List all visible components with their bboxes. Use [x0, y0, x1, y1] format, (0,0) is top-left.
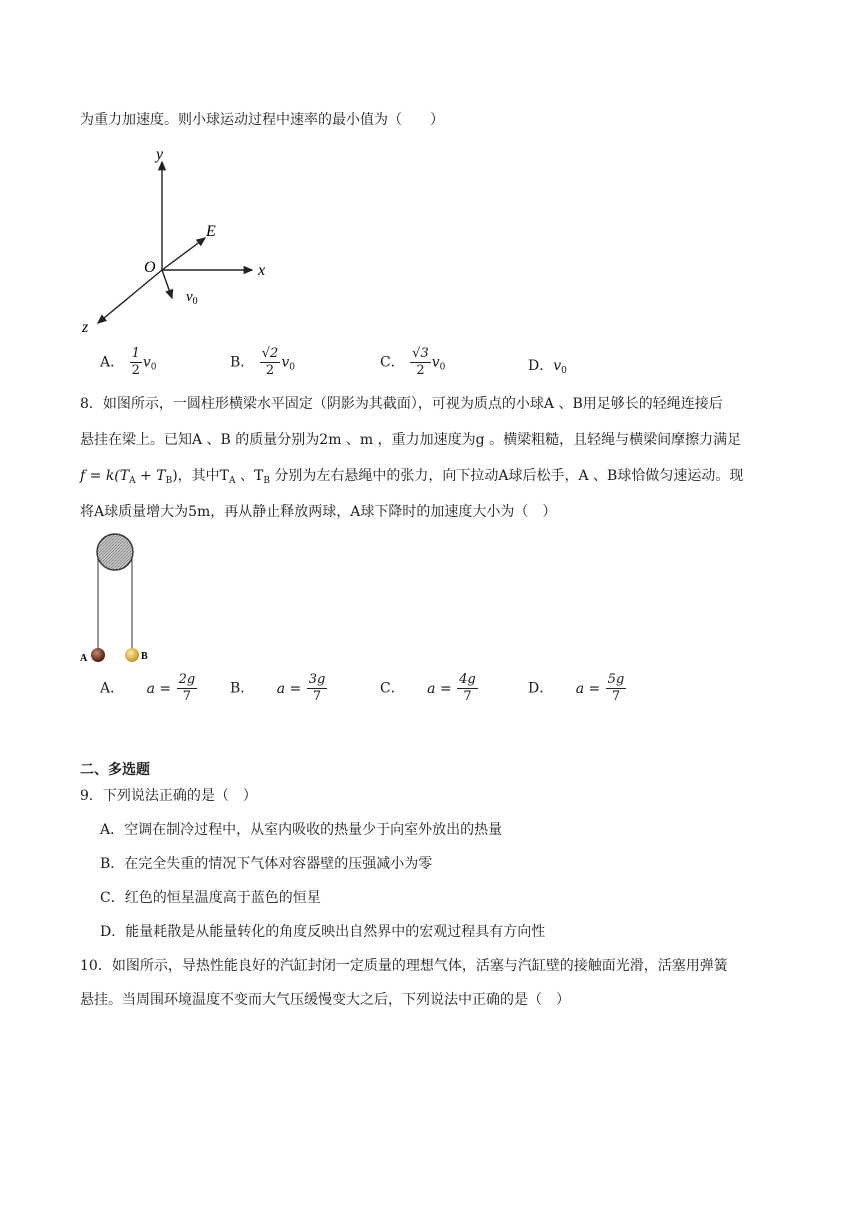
cylinder-beam [97, 534, 133, 570]
q8-option-d[interactable]: D． a = $\frac{5g}{7}$ [528, 672, 625, 704]
q7-option-c[interactable]: C． $\frac{√3}{2}$ $v_0$ [380, 346, 446, 378]
fraction: $\frac{√3}{2}$ [412, 346, 429, 378]
q7-stem-tail: 为重力加速度。则小球运动过程中速率的最小值为（ ） [80, 112, 444, 128]
x-axis-label: x [258, 262, 266, 279]
z-axis [98, 270, 162, 323]
ball-a [91, 648, 105, 662]
field-e-label: E [206, 223, 216, 240]
q9-option-b[interactable]: B．在完全失重的情况下气体对容器壁的压强减小为零 [100, 856, 433, 872]
q8-option-a[interactable]: A． a = $\frac{2g}{7}$ [100, 672, 196, 704]
q9-option-d[interactable]: D．能量耗散是从能量转化的角度反映出自然界中的宏观过程具有方向性 [100, 924, 546, 940]
ball-b-label: B [141, 651, 148, 662]
v0-label: $v_0$ [186, 289, 198, 307]
origin-label: O [144, 259, 156, 276]
q7-option-d[interactable]: D．$v_0$ [528, 358, 567, 376]
q8-pulley-figure [78, 532, 158, 668]
q7-option-b[interactable]: B． $\frac{√2}{2}$ $v_0$ [230, 346, 295, 378]
z-axis-label: z [82, 319, 89, 336]
q8-stem-line4: 将A球质量增大为5m，再从静止释放两球，A球下降时的加速度大小为（ ） [80, 504, 557, 520]
q8-option-b[interactable]: B． a = $\frac{3g}{7}$ [230, 672, 326, 704]
q7-option-a[interactable]: A． $\frac{1}{2}$ $v_0$ [100, 346, 157, 378]
q8-stem-line1: 8．如图所示，一圆柱形横梁水平固定（阴影为其截面），可视为质点的小球A 、B用足够长的轻绳连接后 [80, 396, 723, 412]
q8-option-c[interactable]: C． a = $\frac{4g}{7}$ [380, 672, 476, 704]
ball-a-label: A [80, 653, 88, 664]
q8-stem-line3: $f = k(T_A + T_B)$，其中$T_A$ 、$T_B$ 分别为左右悬绳中的张力，向下拉动A球后松手，A 、B球恰做匀速运动。现 [80, 468, 744, 486]
fraction: $\frac{1}{2}$ [131, 346, 140, 378]
section-title-multiple-choice: 二、多选题 [80, 762, 150, 778]
fraction: $\frac{3g}{7}$ [308, 672, 326, 704]
q9-stem: 9．下列说法正确的是（ ） [80, 788, 257, 804]
q10-stem-line2: 悬挂。当周围环境温度不变而大气压缓慢变大之后，下列说法中正确的是（ ） [80, 992, 570, 1008]
y-axis-label: y [156, 146, 164, 163]
field-e-arrow [162, 238, 205, 270]
ball-b [125, 648, 139, 662]
fraction: $\frac{√2}{2}$ [261, 346, 279, 378]
fraction: $\frac{2g}{7}$ [178, 672, 196, 704]
fraction: $\frac{4g}{7}$ [459, 672, 476, 704]
q7-axes-figure [70, 140, 290, 340]
q9-option-a[interactable]: A．空调在制冷过程中，从室内吸收的热量少于向室外放出的热量 [100, 822, 503, 838]
q10-stem-line1: 10．如图所示，导热性能良好的汽缸封闭一定质量的理想气体，活塞与汽缸壁的接触面光滑，活塞用弹簧 [80, 958, 728, 974]
velocity-v0-arrow [162, 270, 172, 298]
q9-option-c[interactable]: C．红色的恒星温度高于蓝色的恒星 [100, 890, 321, 906]
q8-stem-line2: 悬挂在梁上。已知A 、B 的质量分别为2m 、m ，重力加速度为g 。横梁粗糙，且轻绳与横梁间摩擦力满足 [80, 432, 742, 448]
fraction: $\frac{5g}{7}$ [607, 672, 625, 704]
